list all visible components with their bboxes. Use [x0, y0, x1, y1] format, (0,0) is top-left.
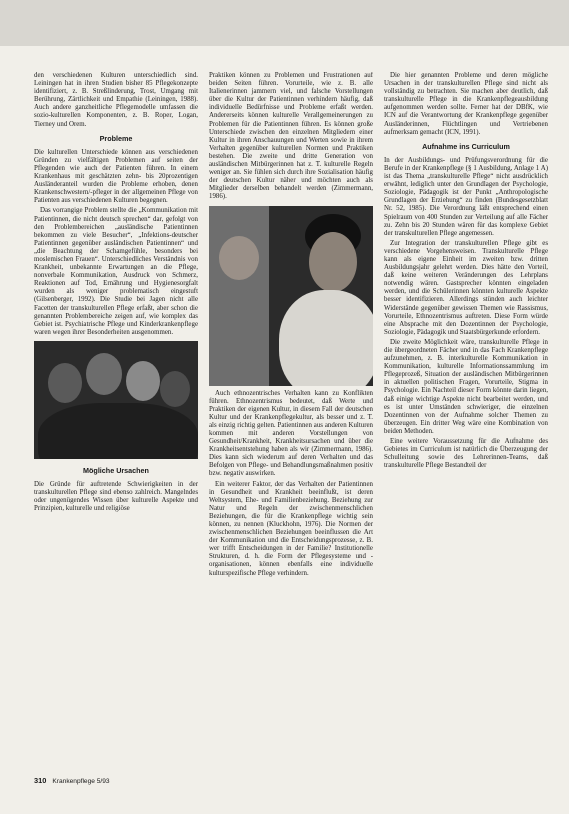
paragraph: Die hier genannten Probleme und deren mögliche Ursachen in der transkulturellen Pflege sind nicht als vollständig zu betrachten. Sie machen aber deutlich, daß transkulturelle Pflege in die Krankenpflegeausbildung aufgenommen werden sollte. Ferner hat der DBfK, wie ICN auf die Verantwortung der Krankenpflege gegenüber Ausländerinnen, Flüchtlingen und Vertriebenen aufmerksam gemacht (ICN, 1991).: [384, 72, 548, 136]
paragraph: Zur Integration der transkulturellen Pflege gibt es verschiedene Vorgehensweisen. Transkulturelle Pflege kann als eigene Einheit im zweiten bzw. dritten Ausbildungsjahr gelehrt werden. Dies hätte den Vorteil, daß keine weiteren Veränderungen des Lehrplans notwendig wären. Gastsprecher könnten eingeladen werden, und die Schülerinnen könnten kulturelle Aspekte besser identifizieren. Allerdings stünden auch leichter Widerstände gegenüber gewissen Themen wie Rassismus, Vorurteile, Ethnozentrismus auftreten. Diese Form würde eine Absprache mit den Dozentinnen der Psychologie, Soziologie, Pädagogik und Staatsbürgerkunde erfordern.: [384, 239, 548, 336]
paragraph: In der Ausbildungs- und Prüfungsverordnung für die Berufe in der Krankenpflege (§ 1 Ausbildung, Anlage 1 A) ist das Thema „transkulturelle Pflege“ nicht ausdrücklich erwähnt, lediglich unter den Grundlagen der Psychologie, Soziologie, Pädagogik ist der Punkt „Anthropologische Grundlagen der Erziehung“ zu finden (Bundesgesetzblatt Nr. 52, 1985). Die Verordnung läßt entsprechend einen Spielraum von 400 Stunden zur Verteilung auf alle Fächer zu. Zehn bis 20 Stunden wären für das komplexe Gebiet der transkulturellen Pflege angemessen.: [384, 156, 548, 237]
photo-man-portrait: [209, 206, 373, 386]
section-heading-probleme: Probleme: [99, 133, 133, 143]
page-header-band: [0, 0, 569, 46]
paragraph: Das vorrangige Problem stellte die „Kommunikation mit Patientinnen, die nicht deutsch sprechen“ dar, gefolgt von den Problembereichen „ausländische Patientinnen bekommen zu viele Besucher“, „Infektions-deutscher Patientinnen gegenüber ausländischen Patientinnen“ und „die Beachtung der Schamgefühle, besonders bei moslemischen Frauen“. Unterschiedliches Verständnis von Krankheit, unbekannte Erwartungen an die Pflege, nonverbale Kommunikation, Ausdruck von Schmerz, Reaktionen auf Tod, Ernährung und Hygienesorgfalt wurden als weniger problematisch eingestuft (Gilsenberger, 1992). Die Studie bei Jagen nicht alle Facetten der transkulturellen Pflege erfaßt, aber schon die genannten Problembereiche zeigen auf, wie komplex das Gebiet ist. Psychiatrische Pflege und Kinderkrankenpflege waren wegen ihrer Besonderheiten ausgenommen.: [34, 207, 198, 336]
paragraph: den verschiedenen Kulturen unterschiedlich sind. Leiningen hat in ihren Studien bisher 85 Pflegekonzepte identifiziert, z. B. Streßlinderung, Trost, Umgang mit Berührung, Zärtlichkeit und Empathie (Leiningen, 1988). Auch andere ganzheitliche Pflegemodelle umfassen die sozio-kulturellen Komponenten, z. B. Roper, Logan, Tierney und Orem.: [34, 72, 198, 128]
section-heading-aufnahme: Aufnahme ins Curriculum: [422, 141, 510, 151]
paragraph: Eine weitere Voraussetzung für die Aufnahme des Gebietes im Curriculum ist natürlich die Überzeugung der Schulleitung sowie des Lehrerinnen-Teams, daß transkulturelle Pflege Bestandteil der: [384, 438, 548, 470]
section-heading-moegliche-ursachen: Mögliche Ursachen: [83, 465, 149, 475]
magazine-issue: Krankenpflege 5/93: [52, 778, 110, 785]
paragraph: Die kulturellen Unterschiede können aus verschiedenen Gründen zu vielfältigen Problemen auf seiten der Pflegenden wie auch der Patienten führen. In einem Krankenhaus mit geschätzten zehn- bis 20prozentigen Ausländeranteil wurden die Probleme erhoben, denen Krankenschwestern/-pfleger in der allgemeinen Pflege von Patienten aus verschiedenen Kulturen begegnen.: [34, 148, 198, 205]
column-left: [34, 72, 198, 762]
photo-women-group: [34, 341, 198, 459]
paragraph: Praktiken können zu Problemen und Frustrationen auf beiden Seiten führen. Vorurteile, wie z. B. alle Italienerinnen jammern viel, und falsche Vorstellungen über die Kultur der Patientinnen verhindern häufig, daß individuelle Bedürfnisse und Probleme erfaßt werden. Andererseits können kulturelle Verallgemeinerungen zu Problemen für die Patientinnen führen. Es können große Unterschiede zwischen den einzelnen Mitgliedern einer Kultur in ihren Anschauungen und Werten sowie in ihrem Verhalten gegenüber kulturellen Normen und Praktiken bestehen. Die zweite und dritte Generation von ausländischen Mitbürgerinnen hat z. T. kulturelle Regeln weniger an. Sie fühlen sich durch ihre Sozialisation häufig der deutschen Kultur näher und möchten auch als Mitglieder derselben behandelt werden (Zimmermann, 1986).: [209, 72, 373, 201]
page-number: 310: [34, 776, 47, 785]
column-middle: [209, 72, 373, 772]
paragraph: Die Gründe für auftretende Schwierigkeiten in der transkulturellen Pflege sind ebenso zahlreich. Mangelndes oder ungenügendes Wissen über kulturelle Aspekte und Prinzipien, kulturelle und religiöse: [34, 481, 198, 513]
paragraph: Die zweite Möglichkeit wäre, transkulturelle Pflege in die übergeordneten Fächer und in das Fach Krankenpflege aufzunehmen, z. B. interkulturelle Kommunikation in Kommunikation, kulturelle Informationssammlung im Pflegeprozeß, Situation der ausländischen Mitbürgerinnen in aktuellen politischen Fragen, Vorurteile, Stigma in Psychologie. Ein Nachteil dieser Form könnte darin liegen, daß einige wichtige Aspekte nicht bearbeitet werden, und es ist unter Umständen schwieriger, die einzelnen Dozentinnen von der Aufnahme solcher Themen zu überzeugen. Ein dritter Weg wäre eine Kombination von beiden Methoden.: [384, 338, 548, 435]
column-right: [384, 72, 548, 772]
paragraph: Auch ethnozentrisches Verhalten kann zu Konflikten führen. Ethnozentrismus bedeutet, daß Werte und Praktiken der eigenen Kultur, in diesem Fall der deutschen Kultur und der Krankenpflegekultur, als besser und z. T. als einzig richtig gelten. Patientinnen aus anderen Kulturen kommen mit anderen Vorstellungen von Gesundheit/Krankheit, Krankheitsursachen und über die Krankheitsentstehung haben als wir (Zimmermann, 1986). Dies kann sich wiederum auf deren Verhalten und das Befolgen von Pflege- und Behandlungsmaßnahmen positiv bzw. negativ auswirken.: [209, 389, 373, 478]
page-footer: [34, 776, 534, 785]
paragraph: Ein weiterer Faktor, der das Verhalten der Patientinnen in Gesundheit und Krankheit beeinflußt, ist deren Weltsystem, Ehe- und Familienbeziehung. Beziehung zur Natur und Regeln der zwischenmenschlichen Beziehungen, die für die Krankenpflege wichtig sein können, zu nennen (Kluckhohn, 1976). Die Normen der zwischenmenschlichen Beziehungen beeinflussen die Art der Kommunikation und die Entscheidungsprozesse, z. B. wer trifft Entscheidungen in der Familie? Institutionelle Strukturen, d. h. die Form der Pflegesysteme und -organisationen, können ebenfalls eine individuelle kulturspezifische Pflege verhindern.: [209, 480, 373, 577]
